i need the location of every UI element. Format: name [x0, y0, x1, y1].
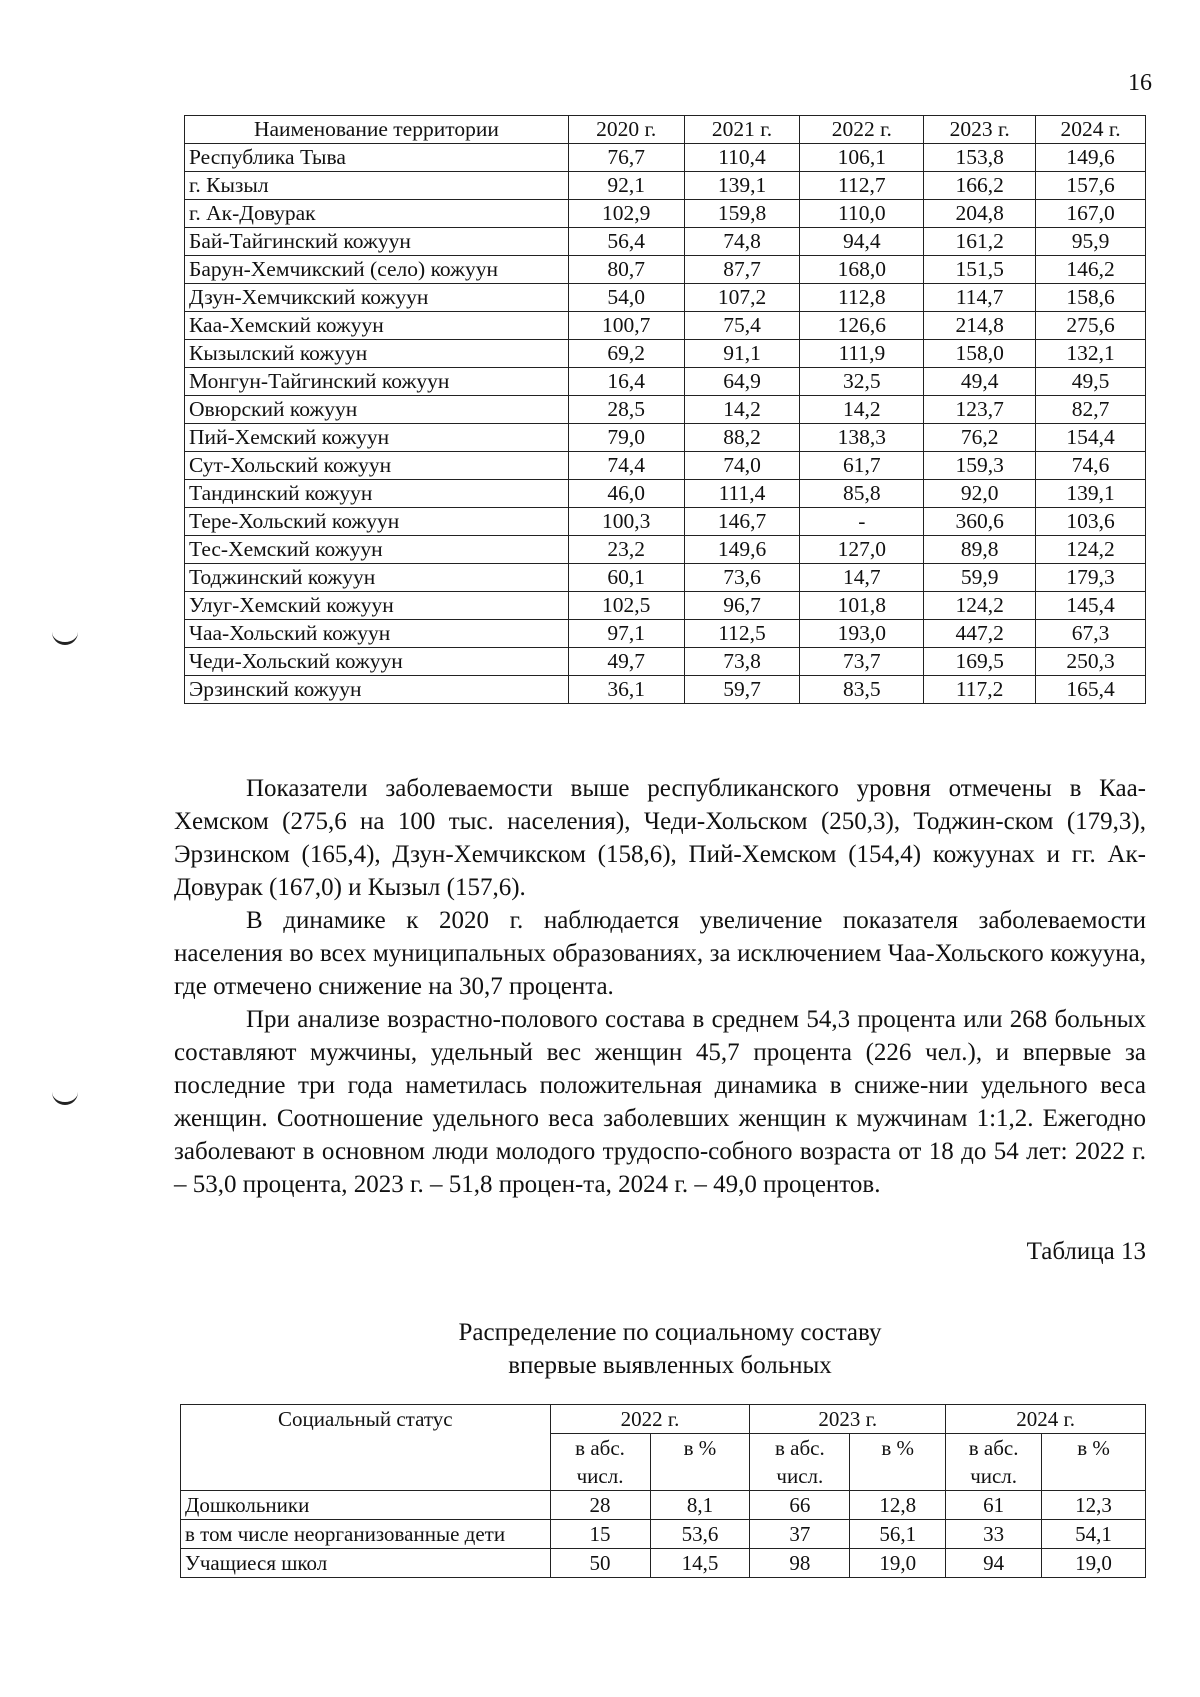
- value-cell: 28: [550, 1491, 650, 1520]
- table-row: [185, 480, 1146, 508]
- incidence-by-territory-table: [184, 115, 1146, 704]
- value-cell: 275,6: [1036, 312, 1146, 340]
- value-cell: 60,1: [568, 564, 684, 592]
- value-cell: 97,1: [568, 620, 684, 648]
- value-cell: 69,2: [568, 340, 684, 368]
- abs-header: [550, 1434, 650, 1491]
- value-cell: 127,0: [800, 536, 924, 564]
- value-cell: 159,8: [684, 200, 800, 228]
- table-row: [185, 284, 1146, 312]
- abs-line: в абс.: [575, 1436, 625, 1460]
- value-cell: 85,8: [800, 480, 924, 508]
- value-cell: 73,6: [684, 564, 800, 592]
- paragraph: При анализе возрастно-полового состава в среднем 54,3 процента или 268 больных составляют мужчины, удельный вес женщин 45,7 процента (226 чел.), и впервые за последние три года наметилась положительная динамика в сниже-нии удельного веса женщин. Соотношение удельного веса заболевших женщин к мужчинам 1:1,2. Ежегодно заболевают в основном люди молодого трудоспо-собного возраста от 18 до 54 лет: 2022 г. – 53,0 процента, 2023 г. – 51,8 процен-та, 2024 г. – 49,0 процентов.: [174, 1006, 1146, 1198]
- value-cell: 64,9: [684, 368, 800, 396]
- pct-header: в %: [650, 1434, 750, 1491]
- value-cell: 74,4: [568, 452, 684, 480]
- value-cell: 14,7: [800, 564, 924, 592]
- value-cell: 76,2: [924, 424, 1036, 452]
- value-cell: 151,5: [924, 256, 1036, 284]
- value-cell: 146,2: [1036, 256, 1146, 284]
- value-cell: 117,2: [924, 676, 1036, 704]
- value-cell: 123,7: [924, 396, 1036, 424]
- value-cell: 161,2: [924, 228, 1036, 256]
- table-row: [185, 396, 1146, 424]
- value-cell: 14,5: [650, 1549, 750, 1578]
- value-cell: 49,7: [568, 648, 684, 676]
- value-cell: 149,6: [1036, 144, 1146, 172]
- value-cell: 92,0: [924, 480, 1036, 508]
- value-cell: 91,1: [684, 340, 800, 368]
- value-cell: 126,6: [800, 312, 924, 340]
- table-row: [185, 508, 1146, 536]
- header-cell: Социальный статус: [181, 1405, 551, 1491]
- abs-header: [750, 1434, 850, 1491]
- value-cell: 360,6: [924, 508, 1036, 536]
- value-cell: 66: [750, 1491, 850, 1520]
- row-label-cell: Барун-Хемчикский (село) кожуун: [185, 256, 569, 284]
- table-row: [185, 676, 1146, 704]
- table-row: [185, 340, 1146, 368]
- value-cell: 138,3: [800, 424, 924, 452]
- row-label-cell: Овюрский кожуун: [185, 396, 569, 424]
- value-cell: 94,4: [800, 228, 924, 256]
- row-label-cell: Дзун-Хемчикский кожуун: [185, 284, 569, 312]
- table-label: Таблица 13: [1026, 1238, 1146, 1265]
- value-cell: 73,8: [684, 648, 800, 676]
- value-cell: 103,6: [1036, 508, 1146, 536]
- row-label-cell: Тандинский кожуун: [185, 480, 569, 508]
- table-row: [185, 312, 1146, 340]
- value-cell: 110,4: [684, 144, 800, 172]
- value-cell: 110,0: [800, 200, 924, 228]
- paragraph: Показатели заболеваемости выше республиканского уровня отмечены в Каа-Хемском (275,6 на 100 тыс. населения), Чеди-Хольском (250,3), Тоджин-ском (179,3), Эрзинском (165,4), Дзун-Хемчикском (158,6), Пий-Хемском (154,4) кожуунах и гг. Ак-Довурак (167,0) и Кызыл (157,6).: [174, 775, 1146, 901]
- value-cell: 158,6: [1036, 284, 1146, 312]
- value-cell: 92,1: [568, 172, 684, 200]
- table-title: [300, 1316, 1040, 1382]
- value-cell: 94: [946, 1549, 1042, 1578]
- value-cell: 124,2: [1036, 536, 1146, 564]
- value-cell: 37: [750, 1520, 850, 1549]
- row-label-cell: Улуг-Хемский кожуун: [185, 592, 569, 620]
- header-cell: 2023 г.: [924, 116, 1036, 144]
- value-cell: 112,7: [800, 172, 924, 200]
- table-row: [185, 564, 1146, 592]
- table-row: [181, 1520, 1146, 1549]
- row-label-cell: Тере-Хольский кожуун: [185, 508, 569, 536]
- value-cell: 61: [946, 1491, 1042, 1520]
- header-cell: 2020 г.: [568, 116, 684, 144]
- value-cell: 49,4: [924, 368, 1036, 396]
- header-cell: 2021 г.: [684, 116, 800, 144]
- value-cell: 132,1: [1036, 340, 1146, 368]
- row-label-cell: Кызылский кожуун: [185, 340, 569, 368]
- table-title-line: Распределение по социальному составу: [458, 1319, 882, 1346]
- pct-header: в %: [850, 1434, 946, 1491]
- value-cell: 50: [550, 1549, 650, 1578]
- row-label-cell: в том числе неорганизованные дети: [181, 1520, 551, 1549]
- value-cell: 107,2: [684, 284, 800, 312]
- value-cell: 36,1: [568, 676, 684, 704]
- value-cell: 447,2: [924, 620, 1036, 648]
- value-cell: 96,7: [684, 592, 800, 620]
- value-cell: 33: [946, 1520, 1042, 1549]
- value-cell: -: [800, 508, 924, 536]
- table-row: [185, 620, 1146, 648]
- value-cell: 168,0: [800, 256, 924, 284]
- value-cell: 8,1: [650, 1491, 750, 1520]
- value-cell: 159,3: [924, 452, 1036, 480]
- value-cell: 250,3: [1036, 648, 1146, 676]
- abs-line: числ.: [970, 1464, 1018, 1488]
- value-cell: 179,3: [1036, 564, 1146, 592]
- value-cell: 74,8: [684, 228, 800, 256]
- row-label-cell: Чеди-Хольский кожуун: [185, 648, 569, 676]
- value-cell: 74,0: [684, 452, 800, 480]
- year-header: 2024 г.: [946, 1405, 1146, 1434]
- value-cell: 19,0: [850, 1549, 946, 1578]
- table-row: [185, 172, 1146, 200]
- abs-line: числ.: [776, 1464, 824, 1488]
- table-row: [185, 592, 1146, 620]
- page-number: 16: [1128, 70, 1152, 96]
- body-text: [174, 772, 1146, 1201]
- row-label-cell: Монгун-Тайгинский кожуун: [185, 368, 569, 396]
- value-cell: 111,9: [800, 340, 924, 368]
- value-cell: 106,1: [800, 144, 924, 172]
- row-label-cell: Тес-Хемский кожуун: [185, 536, 569, 564]
- value-cell: 83,5: [800, 676, 924, 704]
- value-cell: 79,0: [568, 424, 684, 452]
- value-cell: 82,7: [1036, 396, 1146, 424]
- value-cell: 19,0: [1042, 1549, 1146, 1578]
- value-cell: 124,2: [924, 592, 1036, 620]
- value-cell: 114,7: [924, 284, 1036, 312]
- value-cell: 214,8: [924, 312, 1036, 340]
- value-cell: 54,0: [568, 284, 684, 312]
- value-cell: 95,9: [1036, 228, 1146, 256]
- value-cell: 12,3: [1042, 1491, 1146, 1520]
- table-row: [185, 536, 1146, 564]
- value-cell: 54,1: [1042, 1520, 1146, 1549]
- table-row: [181, 1549, 1146, 1578]
- row-label-cell: Чаа-Хольский кожуун: [185, 620, 569, 648]
- value-cell: 23,2: [568, 536, 684, 564]
- value-cell: 145,4: [1036, 592, 1146, 620]
- value-cell: 87,7: [684, 256, 800, 284]
- value-cell: 28,5: [568, 396, 684, 424]
- value-cell: 204,8: [924, 200, 1036, 228]
- value-cell: 139,1: [1036, 480, 1146, 508]
- abs-line: в абс.: [774, 1436, 825, 1460]
- paragraph: В динамике к 2020 г. наблюдается увеличение показателя заболеваемости населения во всех муниципальных образованиях, за исключением Чаа-Хольского кожууна, где отмечено снижение на 30,7 процента.: [174, 907, 1146, 1000]
- row-label-cell: Тоджинский кожуун: [185, 564, 569, 592]
- value-cell: 167,0: [1036, 200, 1146, 228]
- value-cell: 14,2: [800, 396, 924, 424]
- pct-header: в %: [1042, 1434, 1146, 1491]
- value-cell: 15: [550, 1520, 650, 1549]
- table-row: [181, 1491, 1146, 1520]
- value-cell: 59,9: [924, 564, 1036, 592]
- social-status-table: [180, 1404, 1146, 1578]
- value-cell: 139,1: [684, 172, 800, 200]
- value-cell: 80,7: [568, 256, 684, 284]
- value-cell: 111,4: [684, 480, 800, 508]
- table-header-row: [181, 1405, 1146, 1434]
- row-label-cell: Пий-Хемский кожуун: [185, 424, 569, 452]
- value-cell: 76,7: [568, 144, 684, 172]
- table-row: [185, 144, 1146, 172]
- value-cell: 89,8: [924, 536, 1036, 564]
- header-cell: 2024 г.: [1036, 116, 1146, 144]
- value-cell: 165,4: [1036, 676, 1146, 704]
- row-label-cell: Сут-Хольский кожуун: [185, 452, 569, 480]
- value-cell: 112,8: [800, 284, 924, 312]
- table-row: [185, 228, 1146, 256]
- table-row: [185, 648, 1146, 676]
- header-cell: Наименование территории: [185, 116, 569, 144]
- row-label-cell: Учащиеся школ: [181, 1549, 551, 1578]
- value-cell: 12,8: [850, 1491, 946, 1520]
- value-cell: 154,4: [1036, 424, 1146, 452]
- row-label-cell: Каа-Хемский кожуун: [185, 312, 569, 340]
- value-cell: 193,0: [800, 620, 924, 648]
- value-cell: 100,3: [568, 508, 684, 536]
- table-title-line: впервые выявленных больных: [508, 1352, 832, 1379]
- value-cell: 102,5: [568, 592, 684, 620]
- value-cell: 61,7: [800, 452, 924, 480]
- margin-mark: [52, 1090, 78, 1105]
- value-cell: 59,7: [684, 676, 800, 704]
- abs-line: числ.: [576, 1464, 624, 1488]
- value-cell: 98: [750, 1549, 850, 1578]
- value-cell: 53,6: [650, 1520, 750, 1549]
- value-cell: 169,5: [924, 648, 1036, 676]
- value-cell: 149,6: [684, 536, 800, 564]
- value-cell: 166,2: [924, 172, 1036, 200]
- value-cell: 49,5: [1036, 368, 1146, 396]
- value-cell: 88,2: [684, 424, 800, 452]
- value-cell: 14,2: [684, 396, 800, 424]
- value-cell: 153,8: [924, 144, 1036, 172]
- value-cell: 102,9: [568, 200, 684, 228]
- value-cell: 146,7: [684, 508, 800, 536]
- margin-mark: [52, 630, 78, 645]
- table-header-row: [185, 116, 1146, 144]
- row-label-cell: г. Ак-Довурак: [185, 200, 569, 228]
- table-row: [185, 200, 1146, 228]
- abs-line: в абс.: [968, 1436, 1019, 1460]
- value-cell: 16,4: [568, 368, 684, 396]
- table-row: [185, 424, 1146, 452]
- table-row: [185, 256, 1146, 284]
- value-cell: 158,0: [924, 340, 1036, 368]
- value-cell: 46,0: [568, 480, 684, 508]
- value-cell: 56,4: [568, 228, 684, 256]
- table-row: [185, 368, 1146, 396]
- value-cell: 157,6: [1036, 172, 1146, 200]
- value-cell: 100,7: [568, 312, 684, 340]
- row-label-cell: Эрзинский кожуун: [185, 676, 569, 704]
- value-cell: 73,7: [800, 648, 924, 676]
- year-header: 2022 г.: [550, 1405, 750, 1434]
- value-cell: 32,5: [800, 368, 924, 396]
- year-header: 2023 г.: [750, 1405, 946, 1434]
- abs-header: [946, 1434, 1042, 1491]
- value-cell: 75,4: [684, 312, 800, 340]
- value-cell: 74,6: [1036, 452, 1146, 480]
- value-cell: 101,8: [800, 592, 924, 620]
- value-cell: 67,3: [1036, 620, 1146, 648]
- value-cell: 56,1: [850, 1520, 946, 1549]
- row-label-cell: Дошкольники: [181, 1491, 551, 1520]
- row-label-cell: Республика Тыва: [185, 144, 569, 172]
- header-cell: 2022 г.: [800, 116, 924, 144]
- row-label-cell: г. Кызыл: [185, 172, 569, 200]
- row-label-cell: Бай-Тайгинский кожуун: [185, 228, 569, 256]
- value-cell: 112,5: [684, 620, 800, 648]
- table-row: [185, 452, 1146, 480]
